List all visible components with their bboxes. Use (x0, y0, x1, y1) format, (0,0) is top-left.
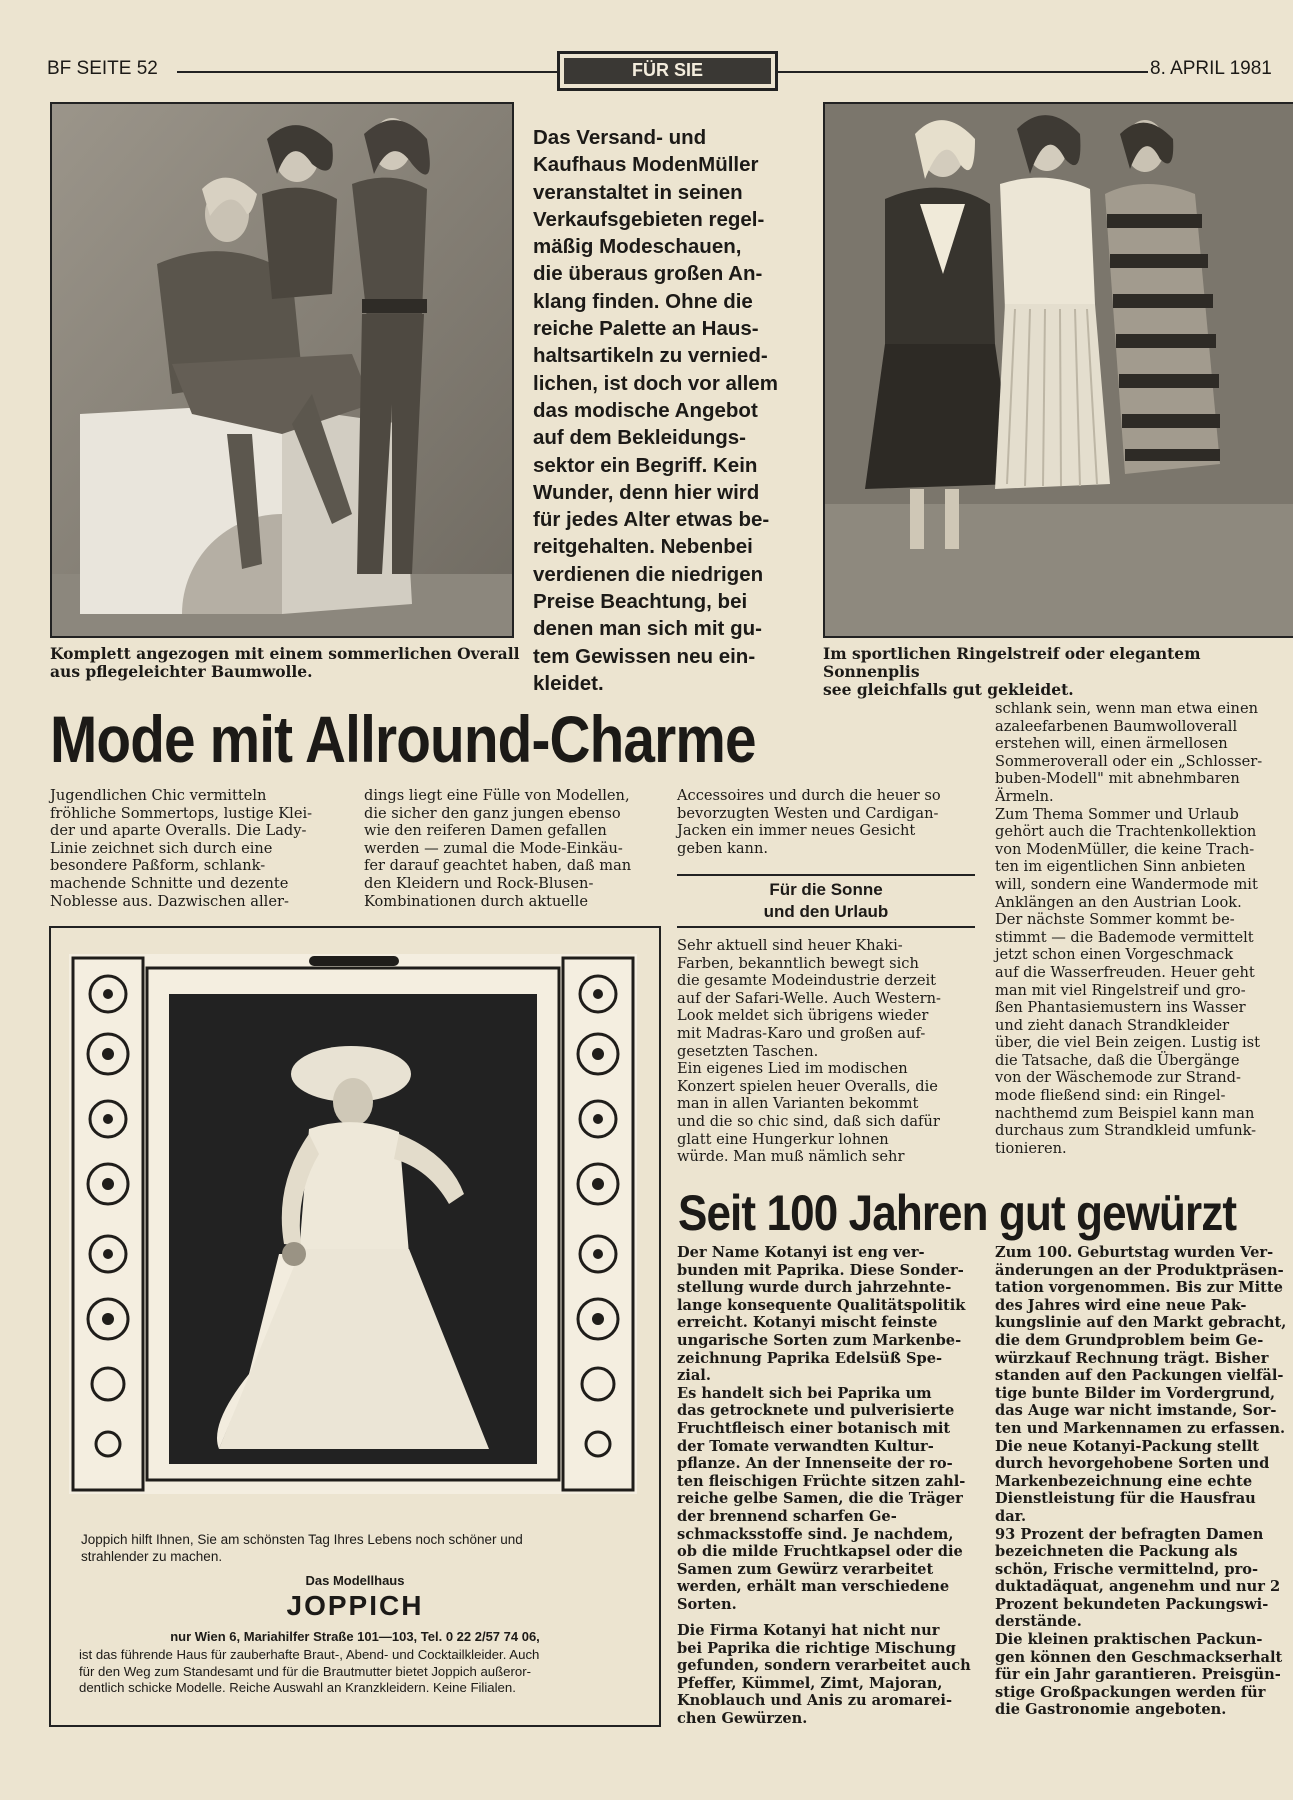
page-number: BF SEITE 52 (47, 58, 158, 79)
ad-body: ist das führende Haus für zauberhafte Braut-, Abend- und Cocktailkleider. Auch für den Weg zum Standesamt und für die Brautmutter bietet Joppich außeror- dentlich schicke Modelle. Reiche Auswahl an Kranzkleidern. Keine Filialen. (79, 1647, 540, 1695)
photo-left-caption: Komplett angezogen mit einem sommerlichen Overall aus pflegeleichter Baumwolle. (50, 644, 520, 681)
article-headline-mode: Mode mit Allround-Charme (50, 702, 756, 776)
photo-overalls (50, 102, 514, 638)
article2-column-1b: Die Firma Kotanyi hat nicht nur bei Paprika die richtige Mischung gefunden, sondern verarbeitet auch Pfeffer, Kümmel, Zimt, Majoran, Knoblauch und Anis zu aromarei- chen Gewürzen. (677, 1622, 971, 1727)
article2-column-1: Der Name Kotanyi ist eng ver- bunden mit Paprika. Diese Sonder- stellung wurde durch jahrzehnte- lange konsequente Qualitätspolitik erreicht. Kotanyi mischt feinste ungarische Sorten zum Markenbe- zeichnung Paprika Edelsüß Spe- zial. Es handelt sich bei Paprika um das getrocknete und pulverisierte Fruchtfleisch einer botanisch mit der Tomate verwandten Kultur- pflanze. An der Innenseite der ro- ten fleischigen Früchte sitzen zahl- reiche gelbe Samen, die die Träger der brennend scharfen Ge- schmacksstoffe sind. Je nachdem, ob die milde Fruchtkapsel oder die Samen zum Gewürz verarbeitet werden, erhält man verschiedene Sorten. (677, 1244, 966, 1613)
lead-text: Das Versand- und Kaufhaus ModenMüller veranstaltet in seinen Verkaufsgebieten regel- mäßig Modeschauen, die überaus großen An- klang finden. Ohne die reiche Palette an Haus- haltsartikeln zu vernied- lichen, ist doch vor allem das modische Angebot auf dem Bekleidungs- sektor ein Begriff. Kein Wunder, denn hier wird für jedes Alter etwas be- reitgehalten. Nebenbei verdienen die niedrigen Preise Beachtung, bei denen man sich mit gu- tem Gewissen neu ein- kleidet. (533, 126, 778, 695)
header-rule-left (177, 71, 557, 73)
article2-column-2: Zum 100. Geburtstag wurden Ver- änderungen an der Produktpräsen- tation vorgenommen. Bis zur Mitte des Jahres wird eine neue Pak- kungslinie auf den Markt gebracht, die dem Grundproblem beim Ge- würzkauf Rechnung trägt. Bisher standen auf den Packungen vielfäl- tige bunte Bilder im Vordergrund, das Auge war nicht imstande, Sor- ten und Markennamen zu erfassen. Die neue Kotanyi-Packung stellt durch hevorgehobene Sorten und Markenbezeichnung eine echte Dienstleistung für die Hausfrau dar. 93 Prozent der befragten Damen bezeichneten die Packung als schön, Frische vermittelnd, pro- duktadäquat, angenehm und nur 2 Prozent bekundeten Packungswi- derstände. Die kleinen praktischen Packun- gen können den Geschmackserhalt für ein Jahr garantieren. Preisgün- stige Großpackungen werden für die Gastronomie angeboten. (995, 1244, 1287, 1719)
subhead-rule-bottom (677, 926, 975, 928)
photo-right-caption: Im sportlichen Ringelstreif oder elegantem Sonnenplis see gleichfalls gut gekleidet. (823, 644, 1201, 699)
article1-column-3b: Sehr aktuell sind heuer Khaki- Farben, bekanntlich bewegt sich die gesamte Modeindustrie derzeit auf der Safari-Welle. Auch Western- Look meldet sich übrigens wieder mit Madras-Karo und großen auf- gesetzten Taschen. Ein eigenes Lied im modischen Konzert spielen heuer Overalls, die man in allen Varianten bekommt und die so chic sind, daß sich dafür glatt eine Hungerkur lohnen würde. Man muß nämlich sehr (677, 937, 941, 1166)
ad-kicker: Das Modellhaus (305, 1573, 405, 1588)
joppich-advertisement (49, 926, 661, 1727)
subhead-rule-top (677, 874, 975, 876)
ad-ornamental-frame (69, 954, 637, 1494)
article-headline-kotanyi: Seit 100 Jahren gut gewürzt (678, 1185, 1237, 1241)
section-label (557, 51, 778, 91)
header-rule-right (775, 71, 1148, 73)
article1-column-1: Jugendlichen Chic vermitteln fröhliche Sommertops, lustige Klei- der und aparte Overalls. Die Lady- Linie zeichnet sich durch eine besondere Paßform, schlank- machende Schnitte und dezente Noblesse aus. Dazwischen aller- (50, 787, 313, 910)
article1-column-2: dings liegt eine Fülle von Modellen, die sicher den ganz jungen ebenso wie den reiferen Damen gefallen werden — zumal die Mode-Einkäu- fer darauf geachtet haben, daß man den Kleidern und Rock-Blusen- Kombinationen durch aktuelle (364, 787, 632, 910)
issue-date: 8. APRIL 1981 (1150, 58, 1272, 79)
section-label-text: FÜR SIE (564, 58, 771, 84)
article1-column-4: schlank sein, wenn man etwa einen azaleefarbenen Baumwolloverall erstehen will, einen ärmellosen Sommeroverall oder ein „Schlosser- buben-Modell" mit abnehmbaren Ärmeln. Zum Thema Sommer und Urlaub gehört auch die Trachtenkollektion von ModenMüller, die keine Trach- ten im eigentlichen Sinn anbieten will, sondern eine Wandermode mit Anklängen an den Austrian Look. Der nächste Sommer kommt be- stimmt — die Bademode vermittelt jetzt schon einen Vorgeschmack auf die Wasserfreuden. Heuer geht man mit viel Ringelstreif und gro- ßen Phantasiemustern ins Wasser und zieht danach Strandkleider über, die viel Bein zeigen. Lustig ist die Tatsache, daß die Übergänge von der Wäschemode zur Strand- mode fließend sind: ein Ringel- nachthemd zum Beispiel kann man durchaus zum Strandkleid umfunk- tionieren. (995, 700, 1263, 1157)
ad-address: nur Wien 6, Mariahilfer Straße 101—103, Tel. 0 22 2/57 74 06, (170, 1629, 540, 1644)
article1-column-3: Accessoires und durch die heuer so bevorzugten Westen und Cardigan- Jacken ein immer neues Gesicht geben kann. (677, 787, 941, 857)
article1-subhead: Für die Sonne und den Urlaub (763, 880, 889, 921)
ad-brand: JOPPICH (286, 1590, 424, 1621)
ad-intro: Joppich hilft Ihnen, Sie am schönsten Tag Ihres Lebens noch schöner und strahlender zu machen. (81, 1532, 523, 1564)
photo-dresses (823, 102, 1293, 638)
